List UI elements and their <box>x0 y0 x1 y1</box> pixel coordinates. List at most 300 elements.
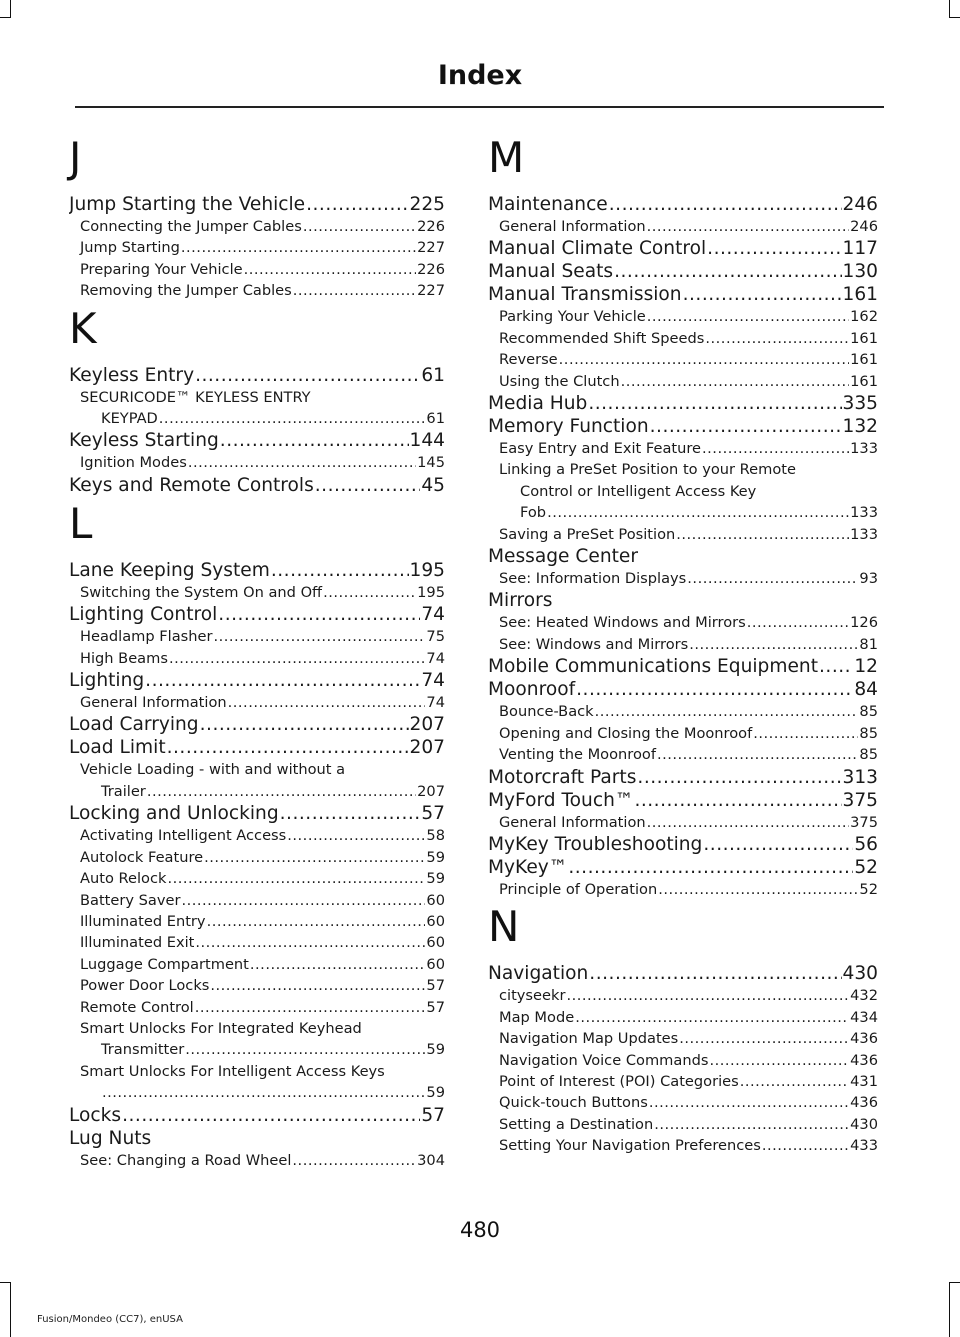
index-entry-line <box>69 1127 445 1150</box>
entry-text: Setting Your Navigation Preferences <box>499 1137 761 1155</box>
entry-text: See: Heated Windows and Mirrors <box>499 614 746 632</box>
entry-text: Navigation Map Updates <box>499 1030 679 1048</box>
crop-mark <box>0 1282 11 1283</box>
subentry-line <box>488 701 878 722</box>
dot-leader <box>676 524 849 545</box>
dot-leader <box>185 1039 425 1060</box>
entry-text: Navigation <box>488 963 589 985</box>
subentry-line <box>488 634 878 655</box>
page-ref: 246 <box>842 194 878 215</box>
entry-text: Preparing Your Vehicle <box>80 260 243 278</box>
dot-leader <box>637 766 841 789</box>
page-ref: 81 <box>859 635 878 653</box>
dot-leader <box>689 634 858 655</box>
dot-leader <box>614 260 841 283</box>
entry-text: MyKey™ <box>488 856 568 878</box>
dot-leader <box>740 1071 849 1092</box>
index-entry-line <box>488 833 878 856</box>
index-entry <box>488 237 878 260</box>
entry-text: Load Carrying <box>69 714 199 736</box>
dot-leader <box>650 415 842 438</box>
page-ref: 75 <box>426 628 445 646</box>
entry-text: Using the Clutch <box>499 372 620 390</box>
dot-leader <box>323 582 416 603</box>
entry-text: cityseekr <box>499 987 566 1005</box>
page-ref: 436 <box>850 1094 878 1112</box>
dot-leader <box>287 825 425 846</box>
entry-text: Jump Starting the Vehicle <box>69 194 306 215</box>
subentry-line <box>69 847 445 868</box>
index-entry <box>69 364 445 430</box>
dot-leader <box>747 612 849 633</box>
index-entry <box>69 193 445 302</box>
subentry-line <box>488 216 878 237</box>
entry-text: MyKey Troubleshooting <box>488 833 703 855</box>
page-ref: 133 <box>850 440 878 458</box>
subentry-line <box>69 954 445 975</box>
index-entry <box>488 833 878 856</box>
subentry-list <box>69 452 445 473</box>
crop-mark <box>10 0 11 18</box>
index-entry <box>488 283 878 392</box>
index-entry-line <box>69 736 445 759</box>
index-entry-line <box>488 856 878 879</box>
subentry-line <box>488 438 878 459</box>
entry-text: Auto Relock <box>80 870 167 888</box>
dot-leader <box>195 364 420 387</box>
dot-leader <box>169 648 425 669</box>
entry-text: Removing the Jumper Cables <box>80 282 292 300</box>
entry-text: Map Mode <box>499 1008 575 1026</box>
index-entry <box>488 962 878 1156</box>
dot-leader <box>293 280 416 301</box>
entry-text: Point of Interest (POI) Categories <box>499 1072 739 1090</box>
index-entry-line <box>69 193 445 216</box>
dot-leader <box>195 932 425 953</box>
section-letter: K <box>69 303 97 353</box>
page-ref: 436 <box>850 1030 878 1048</box>
entry-text: See: Information Displays <box>499 570 687 588</box>
entry-text: Recommended Shift Speeds <box>499 329 705 347</box>
entry-text: High Beams <box>80 649 168 667</box>
subentry-line <box>69 890 445 911</box>
dot-leader <box>687 568 858 589</box>
subentry-line <box>488 306 878 327</box>
subentry-text: SECURICODE™ KEYLESS ENTRY <box>80 388 311 406</box>
index-entry-line <box>488 283 878 306</box>
page-ref: 433 <box>850 1137 878 1155</box>
subentry-line <box>488 1135 878 1156</box>
footer-text: Fusion/Mondeo (CC7), enUSA <box>37 1314 183 1325</box>
page-ref: 195 <box>409 559 445 581</box>
section-letter: M <box>488 133 525 182</box>
index-entry <box>488 545 878 589</box>
dot-leader <box>647 812 850 833</box>
index-entry-line <box>69 603 445 626</box>
page-ref: 130 <box>842 261 878 283</box>
dot-leader <box>122 1104 420 1127</box>
index-entry <box>488 415 878 545</box>
index-entry-line <box>488 789 878 812</box>
entry-text: Load Limit <box>69 737 166 759</box>
dot-leader <box>167 868 425 889</box>
crop-mark <box>0 17 11 18</box>
dot-leader <box>218 603 420 626</box>
dot-leader <box>575 1007 849 1028</box>
subentry-line <box>488 812 878 833</box>
entry-text: Trailer <box>101 782 146 800</box>
dot-leader <box>145 669 420 692</box>
entry-text: Media Hub <box>488 393 588 415</box>
entry-text: Transmitter <box>101 1041 185 1059</box>
entry-text: Manual Transmission <box>488 284 682 306</box>
index-entry-line <box>488 589 878 612</box>
index-entry-line <box>69 1104 445 1127</box>
dot-leader <box>702 438 849 459</box>
index-entry-line <box>488 415 878 438</box>
entry-text: See: Changing a Road Wheel <box>80 1151 292 1169</box>
page-ref: 430 <box>850 1115 878 1133</box>
dot-leader <box>589 962 841 985</box>
dot-leader <box>621 371 850 392</box>
entry-text: Mobile Communications Equipment <box>488 656 818 678</box>
dot-leader <box>210 975 425 996</box>
subentry-list <box>488 306 878 392</box>
entry-text: Luggage Compartment <box>80 955 249 973</box>
dot-leader <box>188 452 416 473</box>
index-entry-line <box>488 766 878 789</box>
dot-leader <box>657 744 858 765</box>
page-ref: 246 <box>850 218 878 235</box>
subentry-list <box>69 626 445 669</box>
subentry-line <box>69 1150 445 1171</box>
index-entry-line <box>488 962 878 985</box>
subentry-line <box>69 868 445 889</box>
entry-text: Setting a Destination <box>499 1115 654 1133</box>
page-ref: 59 <box>426 1041 445 1059</box>
entry-text: Venting the Moonroof <box>499 746 656 764</box>
subentry-list <box>488 701 878 765</box>
subentry-line <box>69 781 445 802</box>
index-entry-line <box>69 713 445 736</box>
dot-leader <box>649 1092 849 1113</box>
subentry-line <box>488 1028 878 1049</box>
entry-text: Saving a PreSet Position <box>499 525 676 543</box>
section-letter: J <box>69 133 82 182</box>
page-ref: 61 <box>421 364 445 386</box>
subentry-line <box>488 879 878 900</box>
subentry-line <box>69 237 445 258</box>
index-entry <box>488 392 878 415</box>
entry-text: Locking and Unlocking <box>69 803 279 825</box>
dot-leader <box>762 1135 849 1156</box>
subentry-line <box>69 216 445 237</box>
dot-leader <box>753 723 858 744</box>
index-entry-line <box>488 260 878 283</box>
page-ref: 430 <box>842 963 878 985</box>
subentry-text: Smart Unlocks For Intelligent Access Keys <box>80 1062 385 1080</box>
page-ref: 144 <box>409 430 445 452</box>
crop-mark <box>10 1282 11 1337</box>
subentry-line <box>69 626 445 647</box>
index-entry-line <box>69 429 445 452</box>
dot-leader <box>819 655 853 678</box>
entry-text: General Information <box>80 694 227 712</box>
entry-text: Manual Seats <box>488 261 614 283</box>
index-entry <box>488 856 878 900</box>
index-entry <box>69 429 445 473</box>
subentry-line <box>488 349 878 370</box>
index-entry <box>488 260 878 283</box>
subentry-list <box>488 216 878 237</box>
subentry-list <box>488 879 878 900</box>
page-ref: 60 <box>426 891 445 909</box>
dot-leader <box>167 736 409 759</box>
index-entry <box>69 713 445 736</box>
dot-leader <box>195 997 426 1018</box>
subentry-line <box>488 723 878 744</box>
page-ref: 161 <box>850 329 878 347</box>
page-ref: 207 <box>417 782 445 800</box>
index-entry-line <box>69 802 445 825</box>
entry-text: Battery Saver <box>80 891 181 909</box>
index-entry <box>488 193 878 237</box>
entry-text: General Information <box>499 218 646 235</box>
entry-text: Memory Function <box>488 416 649 438</box>
dot-leader <box>588 392 841 415</box>
entry-text: Principle of Operation <box>499 880 658 898</box>
page-ref: 335 <box>842 393 878 415</box>
entry-text: Switching the System On and Off <box>80 583 323 601</box>
page-ref: 59 <box>426 1084 445 1102</box>
entry-text: Headlamp Flasher <box>80 628 213 646</box>
entry-text: Illuminated Entry <box>80 912 206 930</box>
dot-leader <box>271 559 409 582</box>
dot-leader <box>709 1050 849 1071</box>
page-ref: 57 <box>421 803 445 825</box>
subentry-line <box>488 1007 878 1028</box>
dot-leader <box>292 1150 416 1171</box>
page-ref: 52 <box>854 856 878 878</box>
subentry-line <box>69 975 445 996</box>
index-entry-line <box>69 559 445 582</box>
page-ref: 207 <box>409 737 445 759</box>
entry-text: Illuminated Exit <box>80 934 195 952</box>
entry-text: Fob <box>520 504 547 522</box>
entry-text: Locks <box>69 1104 122 1126</box>
index-entry-line <box>488 655 878 678</box>
dot-leader <box>147 781 416 802</box>
entry-text: Autolock Feature <box>80 848 204 866</box>
subentry-text: Linking a PreSet Position to your Remote <box>499 461 796 479</box>
dot-leader <box>559 349 849 370</box>
subentry-line <box>69 911 445 932</box>
entry-text: Navigation Voice Commands <box>499 1051 709 1069</box>
page-ref: 207 <box>409 714 445 736</box>
dot-leader <box>159 408 426 429</box>
page-ref: 60 <box>426 955 445 973</box>
index-entry <box>488 655 878 678</box>
dot-leader <box>647 306 849 327</box>
entry-text: Keys and Remote Controls <box>69 474 314 496</box>
dot-leader <box>609 193 842 216</box>
crop-mark <box>949 0 950 18</box>
page-ref: 162 <box>850 308 878 326</box>
dot-leader <box>576 678 853 701</box>
index-entry-line <box>488 237 878 260</box>
index-entry <box>69 603 445 669</box>
subentry-line <box>69 408 445 429</box>
page-ref: 60 <box>426 934 445 952</box>
entry-text: Keyless Starting <box>69 430 219 452</box>
subentry-text: Vehicle Loading - with and without a <box>80 761 346 779</box>
dot-leader <box>306 193 408 216</box>
page-ref: 58 <box>426 827 445 845</box>
index-entry <box>488 589 878 655</box>
page-ref: 45 <box>421 474 445 496</box>
page-ref: 161 <box>850 351 878 369</box>
dot-leader <box>647 216 850 237</box>
index-entry <box>69 474 445 497</box>
subentry-line <box>69 1082 445 1103</box>
subentry-line <box>488 1071 878 1092</box>
entry-text: Quick-touch Buttons <box>499 1094 648 1112</box>
page-ref: 85 <box>859 746 878 764</box>
section-letter: N <box>488 902 520 952</box>
entry-text: General Information <box>499 813 646 831</box>
dot-leader <box>703 833 853 856</box>
entry-text: Mirrors <box>488 590 553 612</box>
dot-leader <box>181 890 425 911</box>
index-entry-line <box>69 669 445 692</box>
dot-leader <box>679 1028 849 1049</box>
page-ref: 74 <box>426 694 445 712</box>
subentry-text: Smart Unlocks For Integrated Keyhead <box>80 1019 362 1037</box>
page-ref: 74 <box>421 604 445 626</box>
crop-mark <box>949 1282 960 1283</box>
dot-leader <box>634 789 841 812</box>
dot-leader <box>214 626 426 647</box>
subentry-text: Control or Intelligent Access Key <box>520 482 757 500</box>
entry-text: Lighting Control <box>69 604 218 626</box>
dot-leader <box>547 502 849 523</box>
page-ref: 56 <box>854 833 878 855</box>
page-ref: 59 <box>426 870 445 888</box>
subentry-list <box>69 582 445 603</box>
subentry-list <box>69 216 445 302</box>
index-entry-line <box>488 392 878 415</box>
subentry-line <box>488 371 878 392</box>
entry-text: MyFord Touch™ <box>488 789 634 811</box>
subentry-list <box>488 985 878 1156</box>
index-column-right <box>488 135 878 1157</box>
page-ref: 93 <box>859 570 878 588</box>
page-ref: 375 <box>842 789 878 811</box>
entry-text: Easy Entry and Exit Feature <box>499 440 702 458</box>
page-ref: 304 <box>417 1151 445 1169</box>
header-rule <box>75 106 884 108</box>
index-entry <box>69 1127 445 1171</box>
index-entry <box>69 1104 445 1127</box>
page-ref: 85 <box>859 703 878 721</box>
subentry-list <box>69 1150 445 1171</box>
subentry-line <box>488 744 878 765</box>
subentry-line <box>69 259 445 280</box>
page-ref: 431 <box>850 1072 878 1090</box>
dot-leader <box>654 1114 849 1135</box>
dot-leader <box>181 237 416 258</box>
subentry-list <box>488 612 878 655</box>
subentry-list <box>69 825 445 1103</box>
page-ref: 52 <box>859 880 878 898</box>
index-entry-line <box>488 678 878 701</box>
dot-leader <box>707 237 841 260</box>
entry-text: Reverse <box>499 351 558 369</box>
page-ref: 313 <box>842 766 878 788</box>
index-entry <box>488 766 878 789</box>
page-title: Index <box>437 60 523 91</box>
index-entry-line <box>488 193 878 216</box>
entry-text: Remote Control <box>80 998 194 1016</box>
entry-text: KEYPAD <box>101 410 158 428</box>
entry-text: Lug Nuts <box>69 1127 152 1149</box>
entry-text: Activating Intelligent Access <box>80 827 287 845</box>
subentry-list <box>69 692 445 713</box>
page-ref: 85 <box>859 724 878 742</box>
subentry-line <box>69 1039 445 1060</box>
subentry-line <box>69 452 445 473</box>
page-ref: 434 <box>850 1008 878 1026</box>
page-ref: 57 <box>426 977 445 995</box>
subentry-list <box>488 568 878 589</box>
entry-text: See: Windows and Mirrors <box>499 635 689 653</box>
dot-leader <box>207 911 426 932</box>
entry-text: Lane Keeping System <box>69 559 270 581</box>
entry-text: Moonroof <box>488 679 576 701</box>
page-ref: 133 <box>850 504 878 522</box>
index-entry <box>69 736 445 802</box>
dot-leader <box>250 954 426 975</box>
subentry-line <box>69 582 445 603</box>
subentry-line <box>69 997 445 1018</box>
page-ref: 117 <box>842 238 878 260</box>
page-ref: 61 <box>426 410 445 428</box>
page-ref: 60 <box>426 912 445 930</box>
subentry-line <box>488 328 878 349</box>
page-ref: 133 <box>850 525 878 543</box>
page-ref: 59 <box>426 848 445 866</box>
dot-leader <box>705 328 849 349</box>
dot-leader <box>228 692 426 713</box>
index-entry <box>69 559 445 603</box>
dot-leader <box>315 474 421 497</box>
dot-leader <box>244 259 417 280</box>
index-entry <box>69 802 445 1103</box>
index-entry <box>69 669 445 713</box>
page-ref: 226 <box>417 260 445 278</box>
page-number: 480 <box>459 1218 501 1242</box>
crop-mark <box>949 1282 950 1337</box>
page-ref: 227 <box>417 239 445 257</box>
index-entry-line <box>488 545 878 568</box>
entry-text: Opening and Closing the Moonroof <box>499 724 753 742</box>
dot-leader <box>658 879 858 900</box>
index-entry-line <box>69 364 445 387</box>
dot-leader <box>280 802 421 825</box>
entry-text: Jump Starting <box>80 239 180 257</box>
subentry-line <box>488 502 878 523</box>
subentry-line <box>69 692 445 713</box>
